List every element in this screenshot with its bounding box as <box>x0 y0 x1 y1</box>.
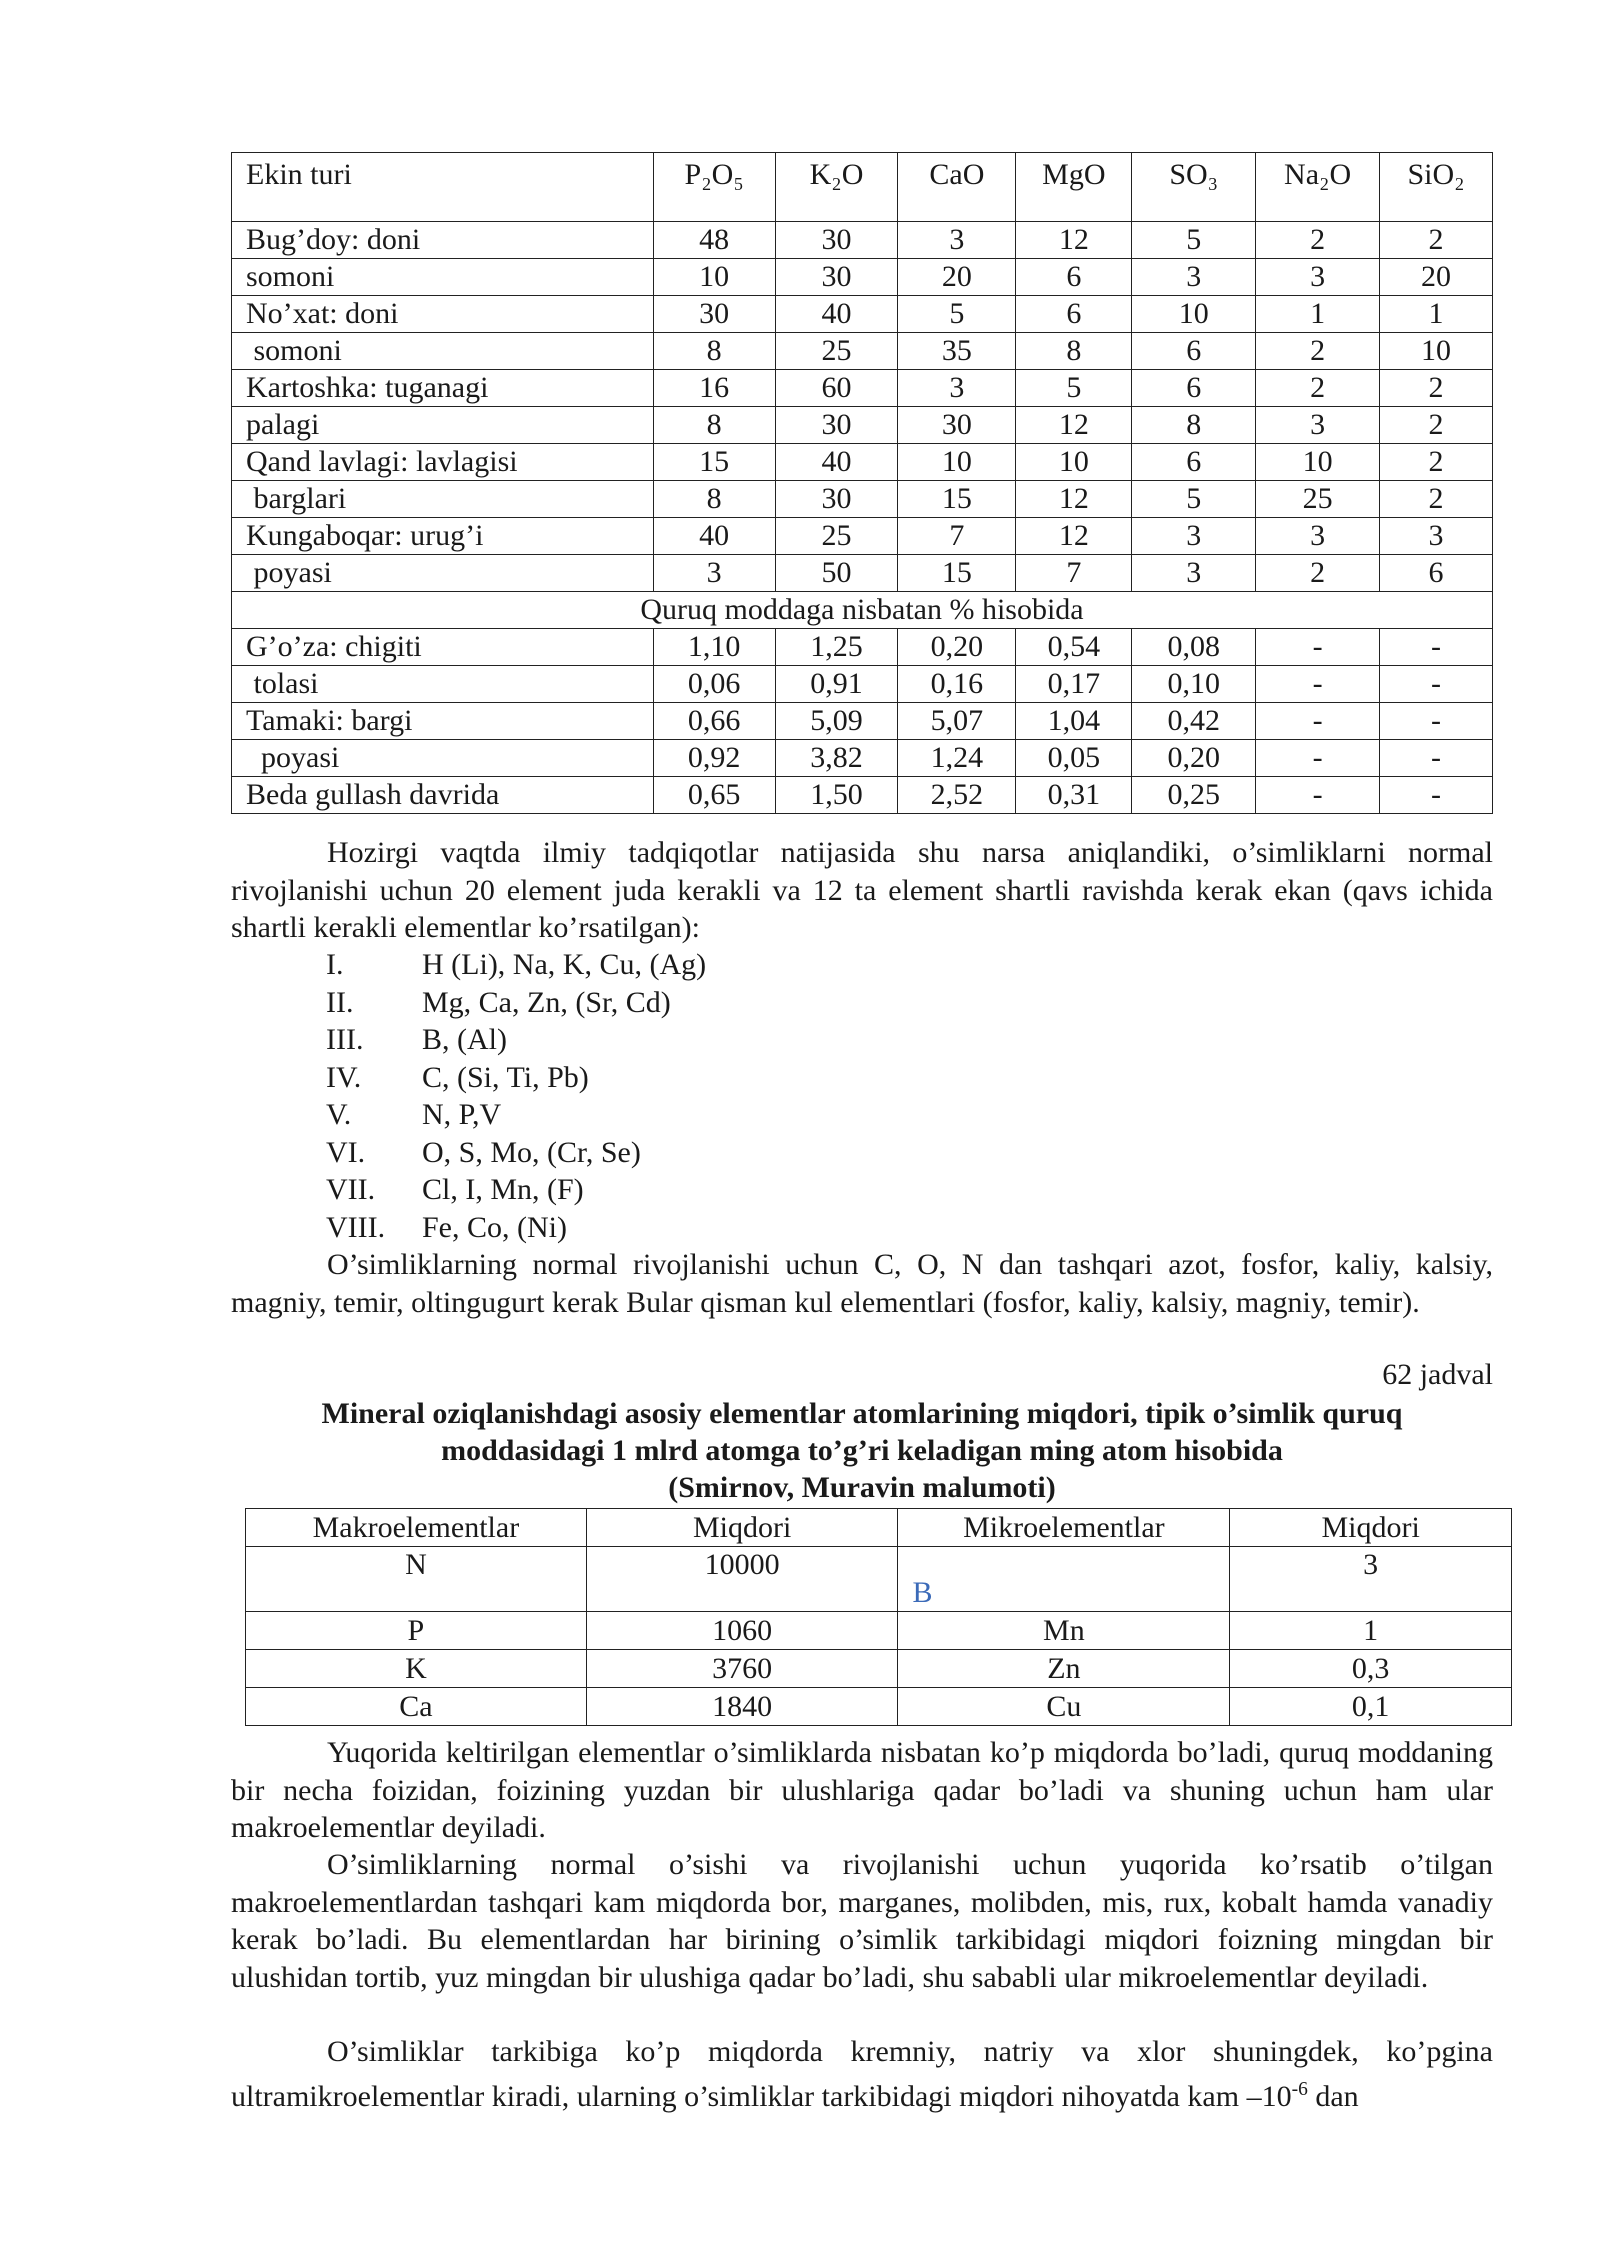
value-cell: 1 <box>1230 1612 1512 1650</box>
value-cell: 6 <box>1016 259 1132 296</box>
value-cell: Zn <box>898 1650 1230 1688</box>
column-header: CaO <box>898 153 1016 222</box>
column-header: Miqdori <box>1230 1509 1512 1547</box>
value-cell: - <box>1380 703 1493 740</box>
list-text: Cl, I, Mn, (F) <box>422 1173 584 1206</box>
value-cell: 1 <box>1256 296 1380 333</box>
value-cell: 5 <box>1016 370 1132 407</box>
value-cell: 2 <box>1256 555 1380 592</box>
value-cell: 6 <box>1132 444 1256 481</box>
value-cell: - <box>1380 666 1493 703</box>
list-number: III. <box>326 1023 364 1056</box>
paragraph-macro-needs: O’simliklarning normal rivojlanishi uchun C, O, N dan tashqari azot, fosfor, kaliy, kalsiy, magniy, temir, oltingugurt kerak Bular qisman kul elementlari (fosfor, kaliy, kalsiy, magniy, temir). <box>231 1248 1493 1319</box>
value-cell: Cu <box>898 1688 1230 1726</box>
value-cell: 2 <box>1380 407 1493 444</box>
value-cell: 3,82 <box>775 740 898 777</box>
table-row <box>232 370 1493 407</box>
value-cell: 10 <box>898 444 1016 481</box>
value-cell: 8 <box>1016 333 1132 370</box>
value-cell: 0,91 <box>775 666 898 703</box>
value-cell: 3 <box>1230 1547 1512 1612</box>
value-cell: - <box>1256 777 1380 814</box>
column-header: Miqdori <box>586 1509 898 1547</box>
value-cell: 12 <box>1016 481 1132 518</box>
table-header-row <box>246 1509 1512 1547</box>
value-cell: 12 <box>1016 518 1132 555</box>
value-cell: N <box>246 1547 587 1612</box>
value-cell: 30 <box>898 407 1016 444</box>
paragraph-macroelements: Yuqorida keltirilgan elementlar o’simliklarda nisbatan ko’p miqdorda bo’ladi, quruq moddaning bir necha foizidan, foizining yuzdan bir ulushlariga qadar bo’ladi va shuning uchun ham ular makroelementlar deyiladi. <box>231 1736 1493 1844</box>
crop-name-cell: poyasi <box>232 740 654 777</box>
table-row <box>232 666 1493 703</box>
value-cell: 15 <box>898 555 1016 592</box>
value-cell: - <box>1380 629 1493 666</box>
table-row <box>232 777 1493 814</box>
value-cell: 8 <box>1132 407 1256 444</box>
crop-name-cell: tolasi <box>232 666 654 703</box>
value-cell: 0,20 <box>898 629 1016 666</box>
value-cell: 16 <box>653 370 775 407</box>
value-cell: 40 <box>775 444 898 481</box>
value-cell: 2 <box>1380 444 1493 481</box>
value-cell: 5 <box>1132 481 1256 518</box>
table-row <box>232 407 1493 444</box>
value-cell: 1 <box>1380 296 1493 333</box>
value-cell: 15 <box>898 481 1016 518</box>
crop-name-cell: Bug’doy: doni <box>232 222 654 259</box>
table-row <box>232 481 1493 518</box>
value-cell: 10 <box>1380 333 1493 370</box>
value-cell: 3 <box>1132 555 1256 592</box>
value-cell: 1,50 <box>775 777 898 814</box>
value-cell: 8 <box>653 407 775 444</box>
crop-name-cell: palagi <box>232 407 654 444</box>
value-cell: K <box>246 1650 587 1688</box>
column-header: Mikroelementlar <box>898 1509 1230 1547</box>
table-row <box>232 518 1493 555</box>
value-cell: - <box>1380 777 1493 814</box>
atoms-table <box>245 1508 1512 1726</box>
value-cell: 7 <box>898 518 1016 555</box>
value-cell: 0,92 <box>653 740 775 777</box>
list-item <box>326 1171 706 1209</box>
value-cell: 2 <box>1380 222 1493 259</box>
table-row <box>232 629 1493 666</box>
value-cell: 40 <box>775 296 898 333</box>
table-row <box>232 296 1493 333</box>
section-label: Quruq moddaga nisbatan % hisobida <box>232 592 1493 629</box>
exponent: -6 <box>1291 2078 1308 2100</box>
value-cell: 3 <box>1132 259 1256 296</box>
value-cell: 0,17 <box>1016 666 1132 703</box>
table-row <box>232 222 1493 259</box>
table-row <box>232 740 1493 777</box>
value-cell: 2,52 <box>898 777 1016 814</box>
value-cell: 0,42 <box>1132 703 1256 740</box>
value-cell <box>898 1547 1230 1612</box>
table-row <box>232 444 1493 481</box>
value-cell: 0,20 <box>1132 740 1256 777</box>
element-symbol: B <box>912 1576 933 1609</box>
crop-name-cell: No’xat: doni <box>232 296 654 333</box>
list-number: VIII. <box>326 1210 386 1244</box>
list-item <box>326 1096 706 1134</box>
value-cell: 25 <box>1256 481 1380 518</box>
value-cell: Ca <box>246 1688 587 1726</box>
crop-name-cell: Beda gullash davrida <box>232 777 654 814</box>
value-cell: 0,05 <box>1016 740 1132 777</box>
table-row <box>246 1650 1512 1688</box>
table-caption <box>231 1395 1493 1506</box>
value-cell: 0,25 <box>1132 777 1256 814</box>
ultramicro-text-end: dan <box>1307 2079 1359 2113</box>
crop-name-cell: Qand lavlagi: lavlagisi <box>232 444 654 481</box>
column-header: Makroelementlar <box>246 1509 587 1547</box>
value-cell: 3 <box>1380 518 1493 555</box>
table-row <box>232 703 1493 740</box>
crop-name-cell: Kungaboqar: urug’i <box>232 518 654 555</box>
value-cell: 50 <box>775 555 898 592</box>
value-cell: 10 <box>653 259 775 296</box>
value-cell: 3 <box>1256 259 1380 296</box>
crop-name-cell: poyasi <box>232 555 654 592</box>
value-cell: 2 <box>1256 370 1380 407</box>
value-cell: 0,66 <box>653 703 775 740</box>
list-text: H (Li), Na, K, Cu, (Ag) <box>422 948 707 981</box>
value-cell: 0,10 <box>1132 666 1256 703</box>
value-cell: 30 <box>775 259 898 296</box>
list-item <box>326 984 706 1022</box>
list-text: B, (Al) <box>422 1023 507 1056</box>
value-cell: P <box>246 1612 587 1650</box>
crop-name-cell: Kartoshka: tuganagi <box>232 370 654 407</box>
column-header: SiO₂ <box>1380 153 1493 222</box>
column-header: Na₂O <box>1256 153 1380 222</box>
list-number: VI. <box>326 1135 366 1169</box>
list-text: Fe, Co, (Ni) <box>422 1210 567 1244</box>
paragraph-elements-intro: Hozirgi vaqtda ilmiy tadqiqotlar natijasida shu narsa aniqlandiki, o’simliklarni normal rivojlanishi uchun 20 element juda kerakli va 12 ta element shartli ravishda kerak ekan (qavs ichida shartli kerakli elementlar ko’rsatilgan): <box>231 836 1493 944</box>
value-cell: 3 <box>653 555 775 592</box>
list-item <box>326 1209 706 1247</box>
value-cell: 1840 <box>586 1688 898 1726</box>
value-cell: 0,54 <box>1016 629 1132 666</box>
value-cell: 2 <box>1380 370 1493 407</box>
value-cell: 8 <box>653 481 775 518</box>
list-number: I. <box>326 948 344 981</box>
value-cell: 40 <box>653 518 775 555</box>
table-row <box>246 1612 1512 1650</box>
value-cell: 5,07 <box>898 703 1016 740</box>
list-number: II. <box>326 985 354 1019</box>
table-number: 62 jadval <box>1382 1358 1493 1391</box>
value-cell: 3 <box>1256 407 1380 444</box>
value-cell: 3 <box>1256 518 1380 555</box>
value-cell: 3760 <box>586 1650 898 1688</box>
crop-name-cell: Tamaki: bargi <box>232 703 654 740</box>
value-cell: 6 <box>1380 555 1493 592</box>
list-text: Mg, Ca, Zn, (Sr, Cd) <box>422 985 671 1019</box>
value-cell: 35 <box>898 333 1016 370</box>
value-cell: 0,65 <box>653 777 775 814</box>
value-cell: 3 <box>1132 518 1256 555</box>
list-text: O, S, Mo, (Cr, Se) <box>422 1135 641 1169</box>
value-cell: 5,09 <box>775 703 898 740</box>
value-cell: - <box>1256 740 1380 777</box>
value-cell: 1,10 <box>653 629 775 666</box>
value-cell: 0,3 <box>1230 1650 1512 1688</box>
crop-name-cell: somoni <box>232 333 654 370</box>
paragraph-ultramicro <box>231 2033 1493 2115</box>
value-cell: 5 <box>898 296 1016 333</box>
value-cell: 20 <box>898 259 1016 296</box>
value-cell: 30 <box>653 296 775 333</box>
list-text: C, (Si, Ti, Pb) <box>422 1060 589 1094</box>
list-item <box>326 1134 706 1172</box>
value-cell: 7 <box>1016 555 1132 592</box>
value-cell: 10 <box>1132 296 1256 333</box>
list-number: VII. <box>326 1173 376 1206</box>
value-cell: - <box>1256 666 1380 703</box>
value-cell: 0,06 <box>653 666 775 703</box>
value-cell: - <box>1380 740 1493 777</box>
table-row <box>232 555 1493 592</box>
column-header: Ekin turi <box>232 153 654 222</box>
column-header: SO₃ <box>1132 153 1256 222</box>
value-cell: 10 <box>1256 444 1380 481</box>
value-cell: 2 <box>1256 222 1380 259</box>
value-cell: 10000 <box>586 1547 898 1612</box>
value-cell: 0,31 <box>1016 777 1132 814</box>
caption-line-3: (Smirnov, Muravin malumoti) <box>668 1471 1056 1504</box>
crop-name-cell: G’o’za: chigiti <box>232 629 654 666</box>
value-cell: 30 <box>775 407 898 444</box>
value-cell: 1,04 <box>1016 703 1132 740</box>
value-cell: 2 <box>1256 333 1380 370</box>
caption-line-1: Mineral oziqlanishdagi asosiy elementlar atomlarining miqdori, tipik o’simlik quruq <box>321 1397 1403 1430</box>
value-cell: 3 <box>898 222 1016 259</box>
value-cell: 0,08 <box>1132 629 1256 666</box>
value-cell: 3 <box>898 370 1016 407</box>
value-cell: 12 <box>1016 222 1132 259</box>
value-cell: 8 <box>653 333 775 370</box>
list-item <box>326 1021 706 1059</box>
table-header-row <box>232 153 1493 222</box>
value-cell: Mn <box>898 1612 1230 1650</box>
value-cell: 30 <box>775 222 898 259</box>
value-cell: 20 <box>1380 259 1493 296</box>
caption-line-2: moddasidagi 1 mlrd atomga to’g’ri keladigan ming atom hisobida <box>441 1434 1283 1467</box>
value-cell: 48 <box>653 222 775 259</box>
value-cell: 2 <box>1380 481 1493 518</box>
list-item <box>326 946 706 984</box>
value-cell: 30 <box>775 481 898 518</box>
value-cell: 1060 <box>586 1612 898 1650</box>
value-cell: - <box>1256 629 1380 666</box>
column-header: P₂O₅ <box>653 153 775 222</box>
list-number: V. <box>326 1098 352 1131</box>
composition-table <box>231 152 1493 814</box>
value-cell: 10 <box>1016 444 1132 481</box>
value-cell: 6 <box>1016 296 1132 333</box>
table-row <box>232 333 1493 370</box>
list-item <box>326 1059 706 1097</box>
value-cell: 25 <box>775 333 898 370</box>
value-cell: 1,25 <box>775 629 898 666</box>
list-number: IV. <box>326 1060 362 1094</box>
value-cell: 5 <box>1132 222 1256 259</box>
crop-name-cell: barglari <box>232 481 654 518</box>
paragraph-microelements: O’simliklarning normal o’sishi va rivojlanishi uchun yuqorida ko’rsatib o’tilgan makroelementlardan tashqari kam miqdorda bor, marganes, molibden, mis, rux, kobalt hamda vanadiy kerak bo’ladi. Bu elementlardan har birining o’simlik tarkibidagi miqdori foizning mingdan bir ulushidan tortib, yuz mingdan bir ulushiga qadar bo’ladi, shu sababli ular mikroelementlar deyiladi. <box>231 1848 1493 1994</box>
table-row <box>246 1547 1512 1612</box>
value-cell: 6 <box>1132 370 1256 407</box>
value-cell: 15 <box>653 444 775 481</box>
table-row <box>232 259 1493 296</box>
crop-name-cell: somoni <box>232 259 654 296</box>
column-header: MgO <box>1016 153 1132 222</box>
element-groups-list <box>326 946 706 1246</box>
value-cell: 6 <box>1132 333 1256 370</box>
list-text: N, P,V <box>422 1098 502 1131</box>
table-row <box>246 1688 1512 1726</box>
value-cell: 12 <box>1016 407 1132 444</box>
value-cell: 0,1 <box>1230 1688 1512 1726</box>
column-header: K₂O <box>775 153 898 222</box>
table-section-row <box>232 592 1493 629</box>
value-cell: 0,16 <box>898 666 1016 703</box>
value-cell: 60 <box>775 370 898 407</box>
value-cell: 25 <box>775 518 898 555</box>
ultramicro-text: O’simliklar tarkibiga ko’p miqdorda kremniy, natriy va xlor shuningdek, ko’pgina ultramikroelementlar kiradi, ularning o’simliklar tarkibidagi miqdori nihoyatda kam –10 <box>231 2035 1493 2113</box>
value-cell: 1,24 <box>898 740 1016 777</box>
value-cell: - <box>1256 703 1380 740</box>
